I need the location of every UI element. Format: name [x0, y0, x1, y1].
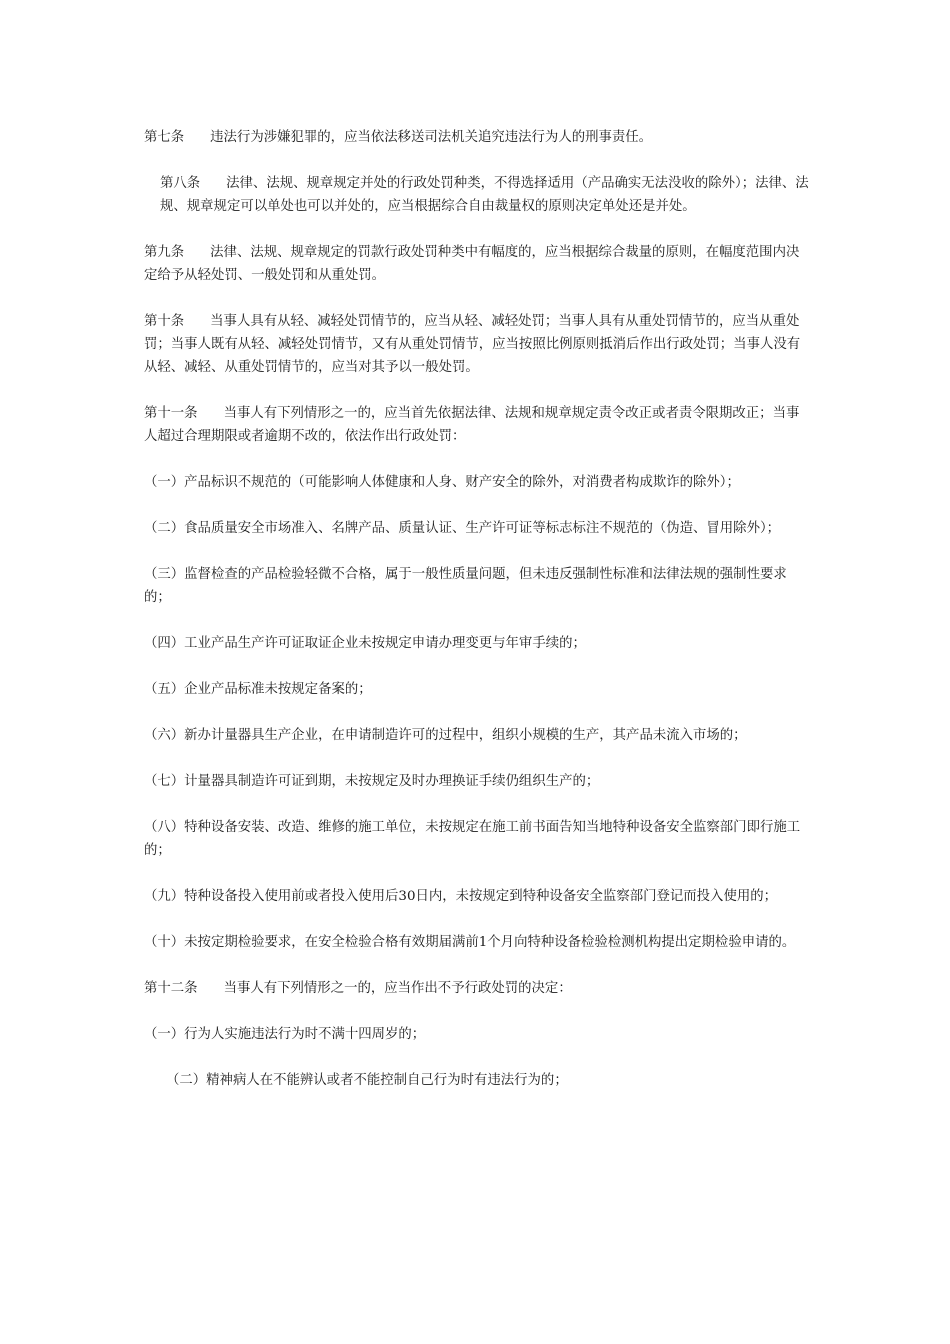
article-label: 第十条 — [144, 314, 185, 329]
list-item-text: （二）精神病人在不能辨认或者不能控制自己行为时有违法行为的； — [166, 1073, 568, 1088]
paragraph-article-10 — [144, 310, 810, 379]
list-item-text: （八）特种设备安装、改造、维修的施工单位，未按规定在施工前书面告知当地特种设备安全监察部门即行施工的； — [144, 820, 801, 858]
article-label: 第九条 — [144, 245, 185, 260]
paragraph-article-9 — [144, 241, 810, 287]
list-item — [144, 816, 810, 862]
list-item — [144, 931, 810, 954]
paragraph-text: 当事人有下列情形之一的，应当首先依据法律、法规和规章规定责令改正或者责令限期改正；当事人超过合理期限或者逾期不改的，依法作出行政处罚： — [144, 406, 800, 444]
article-label: 第十一条 — [144, 406, 198, 421]
article-label: 第七条 — [144, 130, 185, 145]
list-item — [144, 678, 810, 701]
list-item — [144, 1023, 810, 1046]
list-item-text: （二）食品质量安全市场准入、名牌产品、质量认证、生产许可证等标志标注不规范的（伪造、冒用除外）； — [144, 521, 781, 536]
list-item — [144, 517, 810, 540]
list-item-text: （四）工业产品生产许可证取证企业未按规定申请办理变更与年审手续的； — [144, 636, 586, 651]
paragraph-article-11 — [144, 402, 810, 448]
list-item — [144, 1069, 810, 1092]
list-item-text: （三）监督检查的产品检验轻微不合格，属于一般性质量问题，但未违反强制性标准和法律法规的强制性要求的； — [144, 567, 787, 605]
paragraph-text: 当事人具有从轻、减轻处罚情节的，应当从轻、减轻处罚；当事人具有从重处罚情节的，应当从重处罚；当事人既有从轻、减轻处罚情节，又有从重处罚情节，应当按照比例原则抵消后作出行政处罚；当事人没有从轻、减轻、从重处罚情节的，应当对其予以一般处罚。 — [144, 314, 801, 375]
document-page — [144, 126, 810, 1115]
list-item-text: （一）行为人实施违法行为时不满十四周岁的； — [144, 1027, 426, 1042]
list-item-text: （七）计量器具制造许可证到期，未按规定及时办理换证手续仍组织生产的； — [144, 774, 600, 789]
list-item — [144, 724, 810, 747]
paragraph-text: 当事人有下列情形之一的，应当作出不予行政处罚的决定： — [223, 981, 572, 996]
article-label: 第十二条 — [144, 981, 198, 996]
paragraph-text: 法律、法规、规章规定并处的行政处罚种类，不得选择适用（产品确实无法没收的除外）；法律、法规、规章规定可以单处也可以并处的，应当根据综合自由裁量权的原则决定单处还是并处。 — [160, 176, 809, 214]
list-item — [144, 770, 810, 793]
paragraph-text: 法律、法规、规章规定的罚款行政处罚种类中有幅度的，应当根据综合裁量的原则，在幅度范围内决定给予从轻处罚、一般处罚和从重处罚。 — [144, 245, 800, 283]
list-item — [144, 632, 810, 655]
article-label: 第八条 — [160, 176, 201, 191]
paragraph-article-12 — [144, 977, 810, 1000]
list-item-text: （五）企业产品标准未按规定备案的； — [144, 682, 372, 697]
list-item — [144, 885, 810, 908]
paragraph-article-8 — [144, 172, 810, 218]
list-item-text: （十）未按定期检验要求，在安全检验合格有效期届满前1个月向特种设备检验检测机构提出定期检验申请的。 — [144, 935, 796, 950]
list-item-text: （九）特种设备投入使用前或者投入使用后30日内，未按规定到特种设备安全监察部门登记而投入使用的； — [144, 889, 778, 904]
paragraph-text: 违法行为涉嫌犯罪的，应当依法移送司法机关追究违法行为人的刑事责任。 — [210, 130, 653, 145]
list-item — [144, 563, 810, 609]
list-item-text: （六）新办计量器具生产企业，在申请制造许可的过程中，组织小规模的生产，其产品未流入市场的； — [144, 728, 747, 743]
list-item-text: （一）产品标识不规范的（可能影响人体健康和人身、财产安全的除外，对消费者构成欺诈的除外）； — [144, 475, 740, 490]
paragraph-article-7 — [144, 126, 810, 149]
list-item — [144, 471, 810, 494]
